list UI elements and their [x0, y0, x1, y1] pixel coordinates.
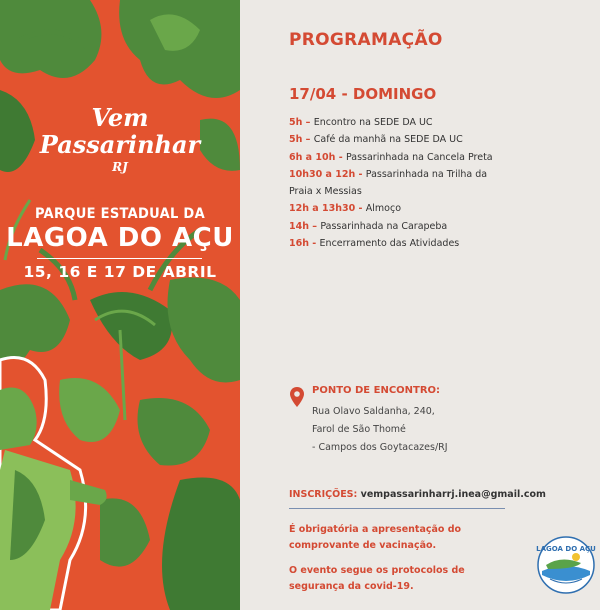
jungle-illustration	[0, 0, 240, 610]
schedule-time: 14h	[289, 220, 309, 232]
schedule-item	[289, 218, 589, 235]
schedule-item	[289, 149, 589, 166]
schedule-item	[289, 114, 589, 131]
schedule-time: 12h a 13h30	[289, 203, 356, 215]
meeting-point-label: PONTO DE ENCONTRO:	[312, 385, 441, 396]
schedule-sep: –	[302, 117, 314, 128]
schedule-desc: Almoço	[365, 203, 402, 215]
schedule-desc: Encerramento das Atividades	[319, 238, 460, 250]
schedule-list	[289, 114, 589, 252]
lagoa-do-acu-seal-logo	[536, 535, 596, 595]
covid-note: O evento segue os protocolos de segurança da covid-19.	[289, 565, 465, 592]
schedule-time: 6h a 10h	[289, 151, 336, 163]
program-panel	[240, 0, 600, 610]
program-title: PROGRAMAÇÃO	[289, 30, 443, 50]
registration-email[interactable]: vempassarinharrj.inea@gmail.com	[360, 489, 546, 500]
logo-line-passarinhar: Passarinhar	[39, 130, 201, 159]
schedule-desc: Passarinhada na Trilha da	[365, 168, 488, 180]
schedule-item	[289, 131, 589, 148]
logo-line-vem: Vem	[91, 103, 149, 132]
address-line: Rua Olavo Saldanha, 240,	[312, 406, 435, 417]
vaccination-note: É obrigatória a apresentação do comprovante de vacinação.	[289, 524, 462, 551]
meeting-address	[312, 403, 448, 457]
schedule-sep: -	[335, 151, 346, 163]
poster-illustration-panel	[0, 0, 240, 610]
schedule-item	[289, 183, 589, 200]
registration	[289, 489, 546, 500]
park-name-line1: PARQUE ESTADUAL DA	[35, 206, 205, 222]
schedule-sep: -	[355, 168, 366, 180]
schedule-time: 10h30 a 12h	[289, 168, 356, 180]
registration-label: INSCRIÇÕES:	[289, 489, 358, 500]
seal-text: LAGOA DO AÇU	[536, 545, 596, 553]
event-dates: 15, 16 E 17 DE ABRIL	[23, 263, 217, 281]
schedule-item	[289, 200, 589, 217]
schedule-desc: Passarinhada na Carapeba	[320, 220, 448, 232]
schedule-sep: –	[308, 220, 321, 232]
schedule-sep: -	[355, 203, 366, 215]
schedule-item	[289, 235, 589, 252]
schedule-desc: Passarinhada na Cancela Preta	[345, 151, 493, 163]
schedule-item	[289, 166, 589, 183]
divider-line	[289, 508, 505, 509]
schedule-time: 16h	[289, 238, 309, 250]
location-pin-icon	[290, 387, 304, 407]
program-day: 17/04 - DOMINGO	[289, 85, 437, 103]
schedule-sep: -	[308, 238, 320, 250]
schedule-desc: Café da manhã na SEDE DA UC	[313, 134, 463, 146]
schedule-time: 5h	[289, 134, 303, 146]
address-line: - Campos dos Goytacazes/RJ	[312, 442, 448, 453]
logo-line-rj: RJ	[112, 160, 128, 174]
schedule-sep: –	[302, 134, 314, 146]
address-line: Farol de São Thomé	[312, 424, 406, 435]
park-name-line2: LAGOA DO AÇU	[6, 223, 234, 253]
schedule-time: 5h	[289, 117, 303, 128]
divider-line	[37, 258, 202, 259]
schedule-desc: Encontro na SEDE DA UC	[313, 117, 433, 128]
schedule-desc: Praia x Messias	[289, 186, 362, 198]
